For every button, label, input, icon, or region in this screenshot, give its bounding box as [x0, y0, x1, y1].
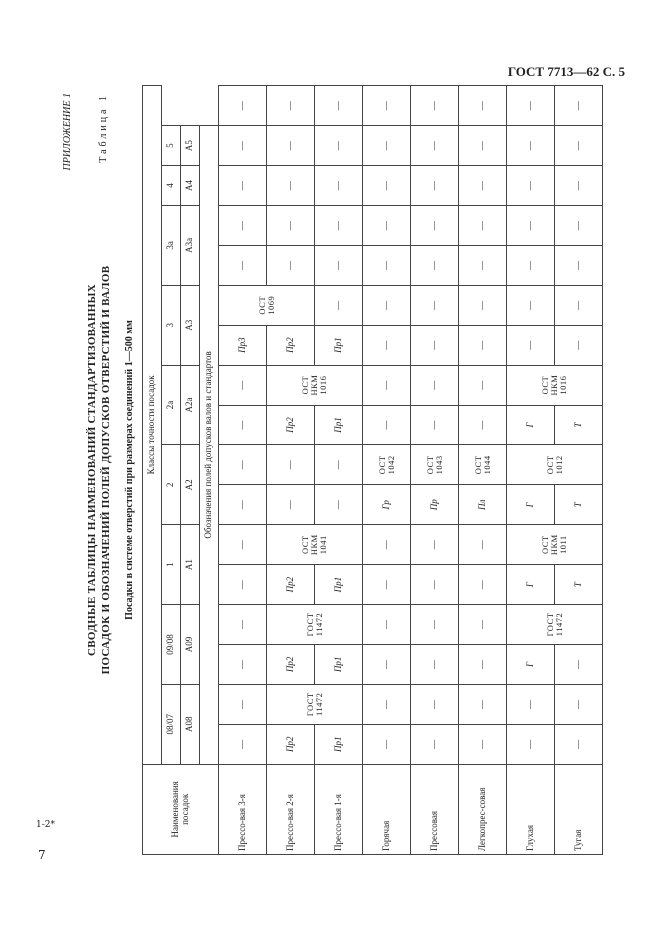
cell: — — [459, 126, 507, 166]
cell: — — [555, 684, 603, 724]
row-name: Легкопрес-совая — [459, 764, 507, 854]
cell: ГОСТ 11472 — [507, 605, 603, 645]
cell: — — [507, 724, 555, 764]
table-row — [267, 86, 315, 855]
cell: — — [363, 86, 411, 126]
cell: ОСТ НКМ 1016 — [267, 365, 363, 405]
cell: ОСТ 1043 — [411, 445, 459, 485]
cell: Т — [555, 485, 603, 525]
cell: — — [459, 245, 507, 285]
cell: — — [459, 644, 507, 684]
hole-a09: A09 — [181, 605, 200, 685]
cell: Гр — [363, 485, 411, 525]
class-5: 5 — [162, 126, 181, 166]
table-row — [315, 86, 363, 855]
row-name: Прессо-вая 2-я — [267, 764, 315, 854]
sheet-mark: 1-2* — [36, 820, 55, 830]
cell: — — [555, 245, 603, 285]
cell: — — [507, 126, 555, 166]
cell: Пр1 — [315, 724, 363, 764]
hole-a3: A3 — [181, 285, 200, 365]
cell: Пр2 — [267, 644, 315, 684]
title-line-2: ПОСАДОК И ОБОЗНАЧЕНИЙ ПОЛЕЙ ДОПУСКОВ ОТВЕРСТИЙ И ВАЛОВ — [100, 265, 112, 675]
cell: — — [555, 86, 603, 126]
cell: — — [411, 245, 459, 285]
standard-header: ГОСТ 7713—62 С. 5 — [507, 64, 625, 79]
hole-a1: A1 — [181, 525, 200, 605]
cell: — — [219, 565, 267, 605]
cell: — — [411, 166, 459, 206]
cell: Пр — [411, 485, 459, 525]
cell: — — [411, 684, 459, 724]
cell: — — [219, 644, 267, 684]
cell: — — [507, 166, 555, 206]
cell: — — [411, 325, 459, 365]
cell: — — [315, 166, 363, 206]
table-label: Таблица 1 — [98, 93, 109, 163]
table-row — [363, 86, 411, 855]
class-2a: 2а — [162, 365, 181, 445]
rotated-table-block — [62, 85, 622, 855]
cell: — — [555, 126, 603, 166]
cell: — — [219, 126, 267, 166]
cell: — — [507, 285, 555, 325]
cell: Г — [507, 405, 555, 445]
cell: — — [459, 325, 507, 365]
cell: — — [411, 86, 459, 126]
cell: — — [411, 126, 459, 166]
cell: — — [219, 245, 267, 285]
cell: — — [363, 205, 411, 245]
cell: — — [267, 166, 315, 206]
table-row — [411, 86, 459, 855]
cell: Т — [555, 565, 603, 605]
cell: — — [219, 724, 267, 764]
cell: — — [411, 405, 459, 445]
cell: — — [315, 285, 363, 325]
cell: — — [363, 605, 411, 645]
class-4: 4 — [162, 166, 181, 206]
cell: Г — [507, 485, 555, 525]
cell: — — [411, 525, 459, 565]
cell: ГОСТ 11472 — [267, 605, 363, 645]
hole-a08: A08 — [181, 684, 200, 764]
cell: — — [219, 86, 267, 126]
cell: — — [315, 205, 363, 245]
table-row — [219, 86, 267, 855]
row-name: Прессо-вая 1-я — [315, 764, 363, 854]
subtitle: Посадки в системе отверстий при размерах соединений 1—500 мм — [124, 320, 135, 620]
cell: — — [411, 365, 459, 405]
cell: — — [555, 205, 603, 245]
cell: — — [363, 684, 411, 724]
cell: Г — [507, 565, 555, 605]
cell: — — [219, 445, 267, 485]
cell: — — [363, 285, 411, 325]
cell: — — [555, 285, 603, 325]
cell: — — [459, 565, 507, 605]
cell: — — [459, 684, 507, 724]
cell: — — [363, 365, 411, 405]
cell: ОСТ 1069 — [219, 285, 315, 325]
cell: Пр2 — [267, 724, 315, 764]
class-3: 3 — [162, 285, 181, 365]
row-name: Горячая — [363, 764, 411, 854]
col-name-header: Наименования посадок — [143, 764, 219, 854]
cell: — — [459, 285, 507, 325]
cell: — — [363, 325, 411, 365]
cell: — — [363, 245, 411, 285]
cell: — — [267, 445, 315, 485]
cell: — — [315, 485, 363, 525]
cell: — — [459, 205, 507, 245]
cell: Г — [507, 644, 555, 684]
class-0908: 09/08 — [162, 605, 181, 685]
table-row — [507, 86, 555, 855]
cell: — — [555, 724, 603, 764]
cell: — — [459, 365, 507, 405]
cell: — — [315, 86, 363, 126]
cell: — — [459, 724, 507, 764]
cell: — — [411, 605, 459, 645]
cell: Т — [555, 405, 603, 445]
cell: Пл — [459, 485, 507, 525]
hole-a4: A4 — [181, 166, 200, 206]
cell: — — [507, 684, 555, 724]
classes-header: Классы точности посадок — [143, 86, 162, 765]
cell: Пр2 — [267, 405, 315, 445]
cell: — — [267, 126, 315, 166]
cell: — — [267, 205, 315, 245]
cell: — — [411, 565, 459, 605]
cell: — — [363, 126, 411, 166]
row-name: Прессо-вая 3-я — [219, 764, 267, 854]
cell: — — [219, 365, 267, 405]
cell: — — [267, 485, 315, 525]
cell: ОСТ НКМ 1011 — [507, 525, 603, 565]
cell: ОСТ 1044 — [459, 445, 507, 485]
cell: — — [219, 205, 267, 245]
cell: — — [507, 245, 555, 285]
class-3a: 3а — [162, 205, 181, 285]
cell: — — [219, 605, 267, 645]
cell: — — [219, 166, 267, 206]
cell: — — [363, 405, 411, 445]
cell: — — [219, 684, 267, 724]
fits-table — [142, 85, 603, 855]
shafts-header: Обозначения полей допусков валов и стандартов — [200, 126, 219, 765]
cell: — — [315, 445, 363, 485]
cell: — — [363, 565, 411, 605]
cell: ОСТ НКМ 1041 — [267, 525, 363, 565]
cell: — — [219, 485, 267, 525]
row-name: Тугая — [555, 764, 603, 854]
cell: — — [363, 525, 411, 565]
hole-a2: A2 — [181, 445, 200, 525]
cell: — — [315, 245, 363, 285]
cell: — — [411, 285, 459, 325]
cell: ОСТ 1042 — [363, 445, 411, 485]
cell: Пр1 — [315, 405, 363, 445]
hole-a2a: A2a — [181, 365, 200, 445]
cell: Пр3 — [219, 325, 267, 365]
appendix-label: ПРИЛОЖЕНИЕ 1 — [62, 93, 73, 171]
cell: — — [507, 205, 555, 245]
page-number: 7 — [38, 848, 46, 862]
cell: Пр2 — [267, 565, 315, 605]
cell: — — [363, 724, 411, 764]
cell: — — [363, 166, 411, 206]
cell: — — [459, 525, 507, 565]
cell: ОСТ НКМ 1016 — [507, 365, 603, 405]
cell: — — [411, 644, 459, 684]
cell: — — [555, 644, 603, 684]
table-row — [459, 86, 507, 855]
cell: — — [507, 325, 555, 365]
cell: — — [459, 86, 507, 126]
cell: — — [267, 245, 315, 285]
cell: — — [555, 166, 603, 206]
title-line-1: СВОДНЫЕ ТАБЛИЦЫ НАИМЕНОВАНИЙ СТАНДАРТИЗОВАННЫХ — [86, 284, 98, 656]
cell: — — [411, 724, 459, 764]
cell: ГОСТ 11472 — [267, 684, 363, 724]
class-2: 2 — [162, 445, 181, 525]
cell: — — [219, 525, 267, 565]
row-name: Глухая — [507, 764, 555, 854]
cell: Пр1 — [315, 565, 363, 605]
hole-a5: A5 — [181, 126, 200, 166]
cell: ОСТ 1012 — [507, 445, 603, 485]
cell: Пр2 — [267, 325, 315, 365]
cell: — — [219, 405, 267, 445]
cell: — — [363, 644, 411, 684]
hole-a3a: A3a — [181, 205, 200, 285]
cell: — — [507, 86, 555, 126]
cell: — — [555, 325, 603, 365]
cell: — — [459, 605, 507, 645]
cell: — — [411, 205, 459, 245]
class-0807: 08/07 — [162, 684, 181, 764]
cell: Пр1 — [315, 644, 363, 684]
row-name: Прессовая — [411, 764, 459, 854]
cell: — — [267, 86, 315, 126]
cell: Пр1 — [315, 325, 363, 365]
cell: — — [459, 405, 507, 445]
cell: — — [459, 166, 507, 206]
cell: — — [315, 126, 363, 166]
class-1: 1 — [162, 525, 181, 605]
